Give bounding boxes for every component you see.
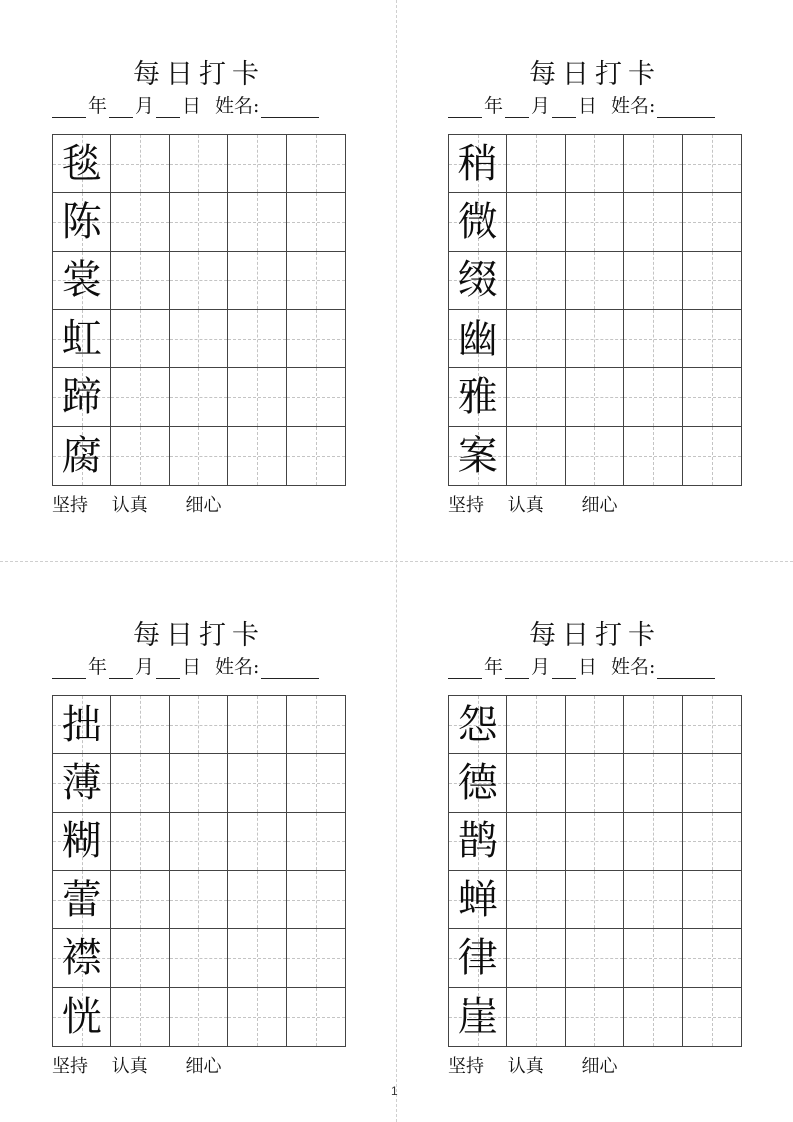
name-label: 姓名:: [611, 656, 656, 678]
practice-cell[interactable]: [624, 193, 682, 251]
practice-cell[interactable]: [111, 871, 169, 929]
practice-cell[interactable]: [566, 252, 624, 310]
practice-cell[interactable]: [624, 754, 682, 812]
motto-footer: [448, 495, 617, 517]
practice-cell[interactable]: [507, 252, 565, 310]
practice-cell[interactable]: [287, 427, 345, 485]
practice-cell[interactable]: [228, 813, 286, 871]
card-title: 每日打卡: [133, 620, 265, 651]
practice-cell[interactable]: [507, 813, 565, 871]
model-char-cell: [53, 988, 111, 1046]
tianzige-grid: [448, 134, 742, 486]
practice-cell[interactable]: [683, 368, 741, 426]
practice-cell[interactable]: [228, 754, 286, 812]
practice-cell[interactable]: [683, 988, 741, 1046]
model-char-cell: [449, 929, 507, 987]
motto-3: 细心: [581, 495, 618, 516]
name-blank[interactable]: [261, 97, 319, 118]
page-number: 1: [391, 1084, 398, 1098]
model-char-cell: [53, 813, 111, 871]
name-label: 姓名:: [215, 656, 260, 678]
practice-cell[interactable]: [170, 696, 228, 754]
model-char-cell: [53, 929, 111, 987]
model-char-cell: [449, 368, 507, 426]
model-char-cell: [53, 135, 111, 193]
month-label: 月: [135, 95, 155, 117]
practice-cell[interactable]: [228, 368, 286, 426]
model-character: 糊: [61, 818, 102, 865]
practice-cell[interactable]: [624, 427, 682, 485]
model-char-cell: [449, 813, 507, 871]
model-character: 稍: [457, 140, 498, 187]
practice-cell[interactable]: [287, 754, 345, 812]
year-label: 年: [88, 95, 108, 117]
model-character: 蝉: [457, 876, 498, 923]
model-char-cell: [53, 193, 111, 251]
practice-cell[interactable]: [507, 696, 565, 754]
month-label: 月: [531, 656, 551, 678]
motto-3: 细心: [185, 1056, 222, 1077]
practice-cell[interactable]: [507, 754, 565, 812]
model-character: 缀: [457, 257, 498, 304]
practice-cell[interactable]: [228, 929, 286, 987]
month-label: 月: [531, 95, 551, 117]
model-character: 恍: [61, 993, 102, 1040]
practice-cell[interactable]: [507, 193, 565, 251]
model-character: 律: [457, 934, 498, 981]
practice-cell[interactable]: [170, 988, 228, 1046]
model-char-cell: [53, 427, 111, 485]
model-character: 虹: [61, 315, 102, 362]
practice-cell[interactable]: [287, 696, 345, 754]
card-title: 每日打卡: [133, 59, 265, 90]
model-character: 襟: [61, 934, 102, 981]
practice-cell[interactable]: [228, 871, 286, 929]
date-name-line: [448, 94, 742, 118]
year-label: 年: [88, 656, 108, 678]
practice-cell[interactable]: [170, 193, 228, 251]
model-character: 毯: [61, 140, 102, 187]
motto-footer: [52, 1056, 221, 1078]
practice-cell[interactable]: [170, 310, 228, 368]
practice-cell[interactable]: [683, 696, 741, 754]
motto-3: 细心: [581, 1056, 618, 1077]
practice-cell[interactable]: [287, 135, 345, 193]
practice-cell[interactable]: [287, 252, 345, 310]
model-char-cell: [449, 252, 507, 310]
model-character: 崖: [457, 993, 498, 1040]
practice-cell[interactable]: [624, 988, 682, 1046]
month-blank[interactable]: [109, 97, 133, 118]
model-char-cell: [449, 193, 507, 251]
card-title: 每日打卡: [529, 59, 661, 90]
practice-cell[interactable]: [111, 929, 169, 987]
practice-cell[interactable]: [566, 368, 624, 426]
practice-cell[interactable]: [624, 368, 682, 426]
model-char-cell: [449, 427, 507, 485]
practice-cell[interactable]: [683, 871, 741, 929]
motto-2: 认真: [507, 495, 544, 516]
practice-cell[interactable]: [111, 813, 169, 871]
motto-3: 细心: [185, 495, 222, 516]
month-blank[interactable]: [505, 97, 529, 118]
name-blank[interactable]: [657, 97, 715, 118]
practice-cell[interactable]: [624, 871, 682, 929]
practice-cell[interactable]: [566, 427, 624, 485]
card-title: 每日打卡: [529, 620, 661, 651]
practice-cell[interactable]: [507, 310, 565, 368]
name-label: 姓名:: [215, 95, 260, 117]
name-blank[interactable]: [657, 658, 715, 679]
practice-cell[interactable]: [111, 135, 169, 193]
tianzige-grid: [448, 695, 742, 1047]
practice-cell[interactable]: [683, 193, 741, 251]
model-char-cell: [449, 310, 507, 368]
name-label: 姓名:: [611, 95, 656, 117]
practice-cell[interactable]: [683, 135, 741, 193]
year-label: 年: [484, 656, 504, 678]
year-blank[interactable]: [52, 658, 86, 679]
practice-cell[interactable]: [683, 252, 741, 310]
motto-footer: [448, 1056, 617, 1078]
month-blank[interactable]: [109, 658, 133, 679]
practice-cell[interactable]: [170, 427, 228, 485]
model-character: 薄: [61, 759, 102, 806]
model-char-cell: [53, 310, 111, 368]
practice-cell[interactable]: [228, 310, 286, 368]
practice-cell[interactable]: [624, 813, 682, 871]
practice-cell[interactable]: [170, 368, 228, 426]
day-blank[interactable]: [552, 658, 576, 679]
practice-cell[interactable]: [683, 427, 741, 485]
model-character: 蕾: [61, 876, 102, 923]
model-character: 案: [457, 432, 498, 479]
model-char-cell: [449, 988, 507, 1046]
practice-cell[interactable]: [170, 252, 228, 310]
model-char-cell: [449, 871, 507, 929]
day-label: 日: [578, 656, 598, 678]
day-blank[interactable]: [552, 97, 576, 118]
practice-cell[interactable]: [507, 871, 565, 929]
model-char-cell: [53, 696, 111, 754]
practice-cell[interactable]: [170, 813, 228, 871]
model-character: 拙: [61, 701, 102, 748]
practice-cell[interactable]: [287, 988, 345, 1046]
practice-cell[interactable]: [287, 929, 345, 987]
practice-cell[interactable]: [287, 813, 345, 871]
practice-cell[interactable]: [624, 929, 682, 987]
practice-cell[interactable]: [566, 754, 624, 812]
model-character: 蹄: [61, 373, 102, 420]
model-character: 幽: [457, 315, 498, 362]
practice-cell[interactable]: [507, 929, 565, 987]
practice-cell[interactable]: [624, 310, 682, 368]
practice-cell[interactable]: [624, 696, 682, 754]
model-character: 德: [457, 759, 498, 806]
practice-cell[interactable]: [683, 929, 741, 987]
practice-cell[interactable]: [170, 754, 228, 812]
practice-cell[interactable]: [287, 193, 345, 251]
model-character: 裳: [61, 257, 102, 304]
model-char-cell: [53, 252, 111, 310]
practice-cell[interactable]: [566, 988, 624, 1046]
model-char-cell: [449, 135, 507, 193]
day-label: 日: [578, 95, 598, 117]
practice-cell[interactable]: [111, 754, 169, 812]
day-blank[interactable]: [156, 658, 180, 679]
practice-cell[interactable]: [111, 252, 169, 310]
practice-cell[interactable]: [287, 368, 345, 426]
practice-cell[interactable]: [111, 696, 169, 754]
practice-cell[interactable]: [683, 310, 741, 368]
model-char-cell: [53, 368, 111, 426]
day-label: 日: [182, 95, 202, 117]
practice-cell[interactable]: [228, 252, 286, 310]
practice-cell[interactable]: [170, 929, 228, 987]
practice-cell[interactable]: [228, 988, 286, 1046]
motto-1: 坚持: [448, 1056, 484, 1077]
year-blank[interactable]: [448, 658, 482, 679]
practice-cell[interactable]: [507, 427, 565, 485]
motto-2: 认真: [111, 495, 148, 516]
practice-cell[interactable]: [228, 427, 286, 485]
practice-cell[interactable]: [566, 135, 624, 193]
practice-cell[interactable]: [111, 193, 169, 251]
practice-cell[interactable]: [683, 754, 741, 812]
practice-cell[interactable]: [507, 988, 565, 1046]
motto-footer: [52, 495, 221, 517]
name-blank[interactable]: [261, 658, 319, 679]
model-character: 腐: [61, 432, 102, 479]
practice-cell[interactable]: [228, 193, 286, 251]
practice-cell[interactable]: [566, 310, 624, 368]
motto-1: 坚持: [448, 495, 484, 516]
practice-cell[interactable]: [111, 988, 169, 1046]
practice-cell[interactable]: [170, 871, 228, 929]
model-character: 雅: [457, 373, 498, 420]
practice-cell[interactable]: [287, 871, 345, 929]
tianzige-grid: [52, 134, 346, 486]
practice-cell[interactable]: [683, 813, 741, 871]
year-blank[interactable]: [448, 97, 482, 118]
year-blank[interactable]: [52, 97, 86, 118]
day-label: 日: [182, 656, 202, 678]
practice-cell[interactable]: [566, 813, 624, 871]
model-char-cell: [53, 871, 111, 929]
date-name-line: [52, 655, 346, 679]
month-label: 月: [135, 656, 155, 678]
model-char-cell: [53, 754, 111, 812]
motto-1: 坚持: [52, 1056, 88, 1077]
practice-cell[interactable]: [228, 135, 286, 193]
practice-cell[interactable]: [287, 310, 345, 368]
practice-cell[interactable]: [566, 193, 624, 251]
practice-cell[interactable]: [228, 696, 286, 754]
practice-cell[interactable]: [111, 368, 169, 426]
date-name-line: [52, 94, 346, 118]
model-character: 怨: [457, 701, 498, 748]
motto-2: 认真: [111, 1056, 148, 1077]
day-blank[interactable]: [156, 97, 180, 118]
practice-cell[interactable]: [624, 252, 682, 310]
month-blank[interactable]: [505, 658, 529, 679]
practice-cell[interactable]: [566, 929, 624, 987]
motto-2: 认真: [507, 1056, 544, 1077]
model-character: 陈: [61, 198, 102, 245]
practice-cell[interactable]: [111, 427, 169, 485]
year-label: 年: [484, 95, 504, 117]
model-character: 鹊: [457, 818, 498, 865]
tianzige-grid: [52, 695, 346, 1047]
practice-cell[interactable]: [566, 696, 624, 754]
model-char-cell: [449, 696, 507, 754]
practice-cell[interactable]: [566, 871, 624, 929]
practice-cell[interactable]: [507, 368, 565, 426]
practice-cell[interactable]: [624, 135, 682, 193]
model-character: 微: [457, 198, 498, 245]
practice-cell[interactable]: [111, 310, 169, 368]
date-name-line: [448, 655, 742, 679]
practice-cell[interactable]: [507, 135, 565, 193]
practice-cell[interactable]: [170, 135, 228, 193]
model-char-cell: [449, 754, 507, 812]
horizontal-cut-line: [0, 561, 793, 562]
motto-1: 坚持: [52, 495, 88, 516]
